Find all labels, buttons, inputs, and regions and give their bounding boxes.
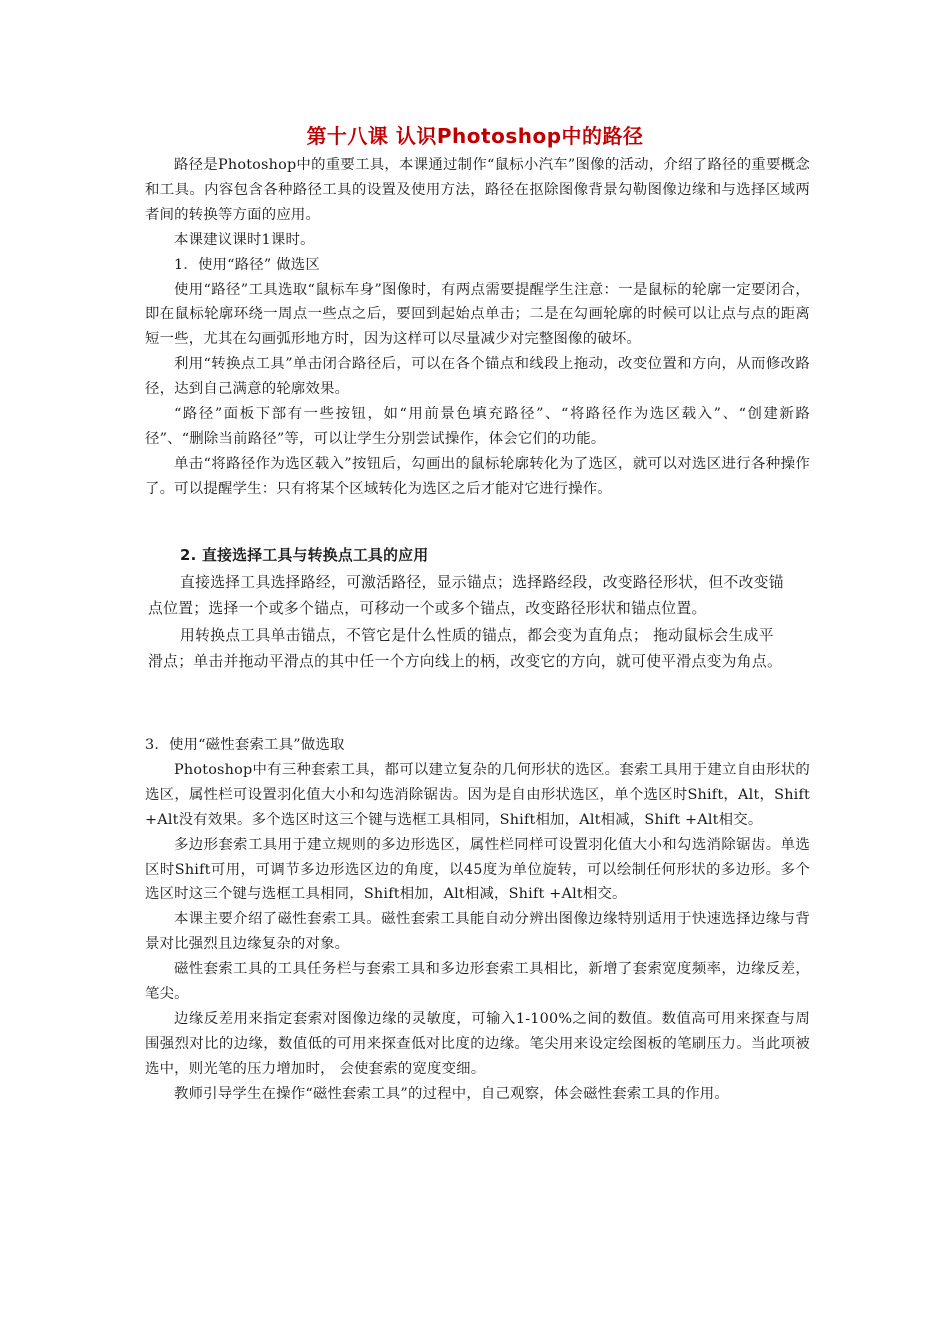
body-paragraph: 多边形套索工具用于建立规则的多边形选区，属性栏同样可设置羽化值大小和勾选消除锯齿。单选区时Shift可用，可调节多边形选区边的角度，以45度为单位旋转，可以绘制任何形状的多边形。多个选区时这三个键与选框工具相同，Shift相加，Alt相减，Shift +Alt相交。 <box>145 836 810 903</box>
section-heading-3: 3．使用“磁性套索工具”做选取 <box>145 737 345 753</box>
intro-and-section-1 <box>145 153 810 502</box>
body-paragraph: 磁性套索工具的工具任务栏与套索工具和多边形套索工具相比，新增了套索宽度频率，边缘反差，笔尖。 <box>145 961 810 1003</box>
intro-paragraph: 路径是Photoshop中的重要工具，本课通过制作“鼠标小汽车”图像的活动，介绍了路径的重要概念和工具。内容包含各种路径工具的设置及使用方法，路径在抠除图像背景勾勒图像边缘和与选择区域两者间的转换等方面的应用。 <box>145 157 810 223</box>
body-paragraph: 直接选择工具选择路经，可激活路径，显示锚点；选择路经段，改变路径形状，但不改变锚点位置；选择一个或多个锚点，可移动一个或多个锚点，改变路径形状和锚点位置。 <box>148 573 784 617</box>
section-heading-2: 2. 直接选择工具与转换点工具的应用 <box>180 547 429 564</box>
body-paragraph: 单击“将路径作为选区载入”按钮后，勾画出的鼠标轮廓转化为了选区，就可以对选区进行各种操作了。可以提醒学生：只有将某个区域转化为选区之后才能对它进行操作。 <box>145 455 810 497</box>
body-paragraph: 用转换点工具单击锚点，不管它是什么性质的锚点，都会变为直角点； 拖动鼠标会生成平滑点；单击并拖动平滑点的其中任一个方向线上的柄，改变它的方向，就可使平滑点变为角点。 <box>148 626 783 670</box>
intro-paragraph: 本课建议课时1课时。 <box>174 231 315 248</box>
body-paragraph: 边缘反差用来指定套索对图像边缘的灵敏度，可输入1-100%之间的数值。数值高可用来探查与周围强烈对比的边缘，数值低的可用来探查低对比度的边缘。笔尖用来设定绘图板的笔刷压力。当此项被选中，则光笔的压力增加时， 会使套索的宽度变细。 <box>145 1010 810 1077</box>
section-heading-1: 1．使用“路径” 做选区 <box>174 256 320 273</box>
body-paragraph: “路径”面板下部有一些按钮，如“用前景色填充路径”、“将路径作为选区载入”、“创建新路径”、“删除当前路径”等，可以让学生分别尝试操作，体会它们的功能。 <box>145 406 810 447</box>
body-paragraph: 本课主要介绍了磁性套索工具。磁性套索工具能自动分辨出图像边缘特别适用于快速选择边缘与背景对比强烈且边缘复杂的对象。 <box>145 911 810 953</box>
body-paragraph: 教师引导学生在操作“磁性套索工具”的过程中，自己观察，体会磁性套索工具的作用。 <box>174 1085 729 1102</box>
section-3 <box>145 733 810 1107</box>
section-2 <box>148 543 788 676</box>
body-paragraph: Photoshop中有三种套索工具，都可以建立复杂的几何形状的选区。套索工具用于建立自由形状的选区，属性栏可设置羽化值大小和勾选消除锯齿。因为是自由形状选区，单个选区时Shift，Alt，Shift +Alt没有效果。多个选区时这三个键与选框工具相同，Shift相加，Alt相减，Shift +Alt相交。 <box>145 761 810 828</box>
page-title: 第十八课 认识Photoshop中的路径 <box>306 124 644 148</box>
body-paragraph: 利用“转换点工具”单击闭合路径后，可以在各个锚点和线段上拖动，改变位置和方向，从而修改路径，达到自己满意的轮廓效果。 <box>145 356 810 398</box>
body-paragraph: 使用“路径”工具选取“鼠标车身”图像时，有两点需要提醒学生注意：一是鼠标的轮廓一定要闭合，即在鼠标轮廓环绕一周点一些点之后，要回到起始点单击；二是在勾画轮廓的时候可以让点与点的距离短一些，尤其在勾画弧形地方时，因为这样可以尽量减少对完整图像的破坏。 <box>145 281 810 348</box>
